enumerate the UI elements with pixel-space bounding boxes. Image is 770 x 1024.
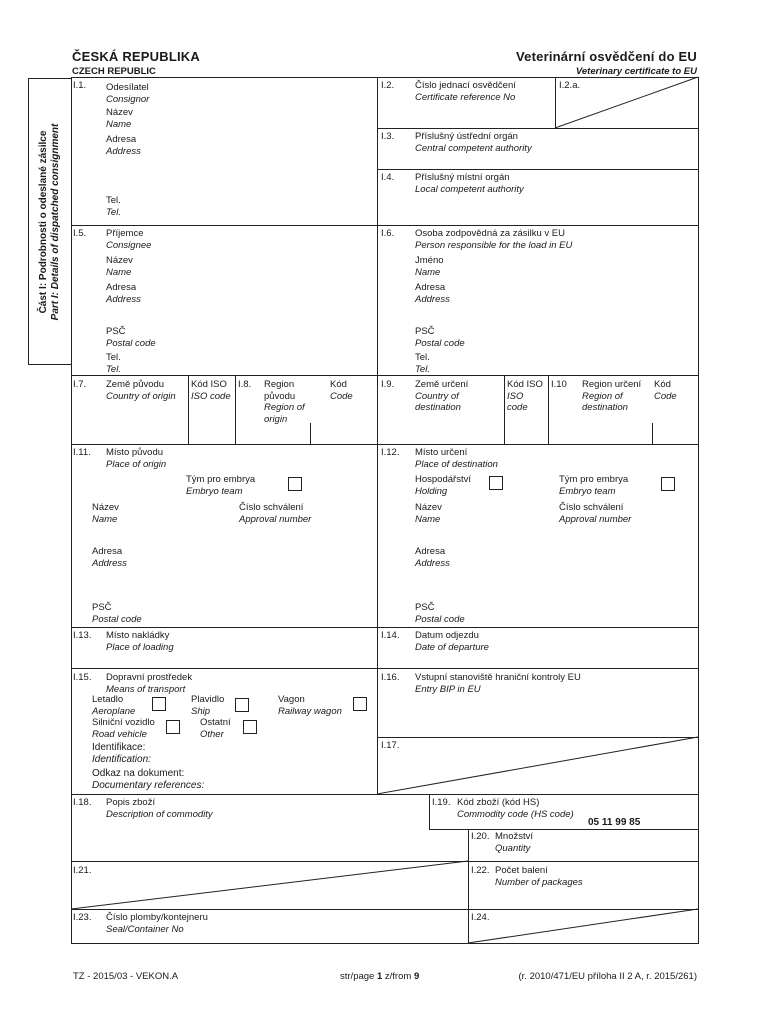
header-title-en: Veterinary certificate to EU bbox=[575, 66, 697, 77]
f117-num: I.17. bbox=[381, 740, 400, 751]
f112-embryo-label: Tým pro embrya Embryo team bbox=[559, 474, 629, 497]
f112-approval-label: Číslo schválení Approval number bbox=[559, 502, 632, 525]
f122-num: I.22. bbox=[471, 865, 490, 876]
header-country-en: CZECH REPUBLIC bbox=[72, 66, 156, 77]
f15-name-label: Název Name bbox=[106, 255, 133, 278]
f11-tel-label: Tel. Tel. bbox=[106, 195, 121, 218]
f115-aeroplane-checkbox[interactable] bbox=[152, 697, 166, 711]
f119-label: Kód zboží (kód HS) Commodity code (HS code) bbox=[457, 797, 574, 820]
f12-num: I.2. bbox=[381, 80, 395, 91]
footer-page-number: str/page 1 z/from 9 bbox=[340, 971, 420, 982]
f17-num: I.7. bbox=[73, 379, 87, 390]
f111-embryo-checkbox[interactable] bbox=[288, 477, 302, 491]
f16-name-label: Jméno Name bbox=[415, 255, 444, 278]
f112-address-label: Adresa Address bbox=[415, 546, 450, 569]
f112-postal-label: PSČ Postal code bbox=[415, 602, 465, 625]
f111-approval-label: Číslo schválení Approval number bbox=[239, 502, 312, 525]
f16-num: I.6. bbox=[381, 228, 395, 239]
f114-num: I.14. bbox=[381, 630, 400, 641]
f120-label: Množství Quantity bbox=[495, 831, 534, 854]
f121-num: I.21. bbox=[73, 865, 92, 876]
f112-embryo-checkbox[interactable] bbox=[661, 477, 675, 491]
f115-identification-label: Identifikace: Identification: bbox=[92, 742, 151, 765]
side-label-cz: Část I: Podrobnosti o odeslané zásilce bbox=[38, 130, 49, 313]
f115-wagon-label: Vagon Railway wagon bbox=[278, 694, 342, 717]
f110-num: I.10 bbox=[551, 379, 567, 390]
f11-num: I.1. bbox=[73, 80, 87, 91]
f16-address-label: Adresa Address bbox=[415, 282, 450, 305]
f13-num: I.3. bbox=[381, 131, 395, 142]
f110-code-label: Kód Code bbox=[654, 379, 677, 402]
f110-label: Region určení Region of destination bbox=[582, 379, 642, 413]
footer-regulation-ref: (r. 2010/471/EU příloha II 2 A, r. 2015/261) bbox=[518, 971, 697, 982]
f112-name-label: Název Name bbox=[415, 502, 442, 525]
f119-num: I.19. bbox=[432, 797, 451, 808]
f112-holding-checkbox[interactable] bbox=[489, 476, 503, 490]
f115-other-label: Ostatní Other bbox=[200, 717, 231, 740]
f122-label: Počet balení Number of packages bbox=[495, 865, 583, 888]
header-title: Veterinární osvědčení do EU bbox=[516, 49, 697, 64]
footer-form-id: TZ - 2015/03 - VEKON.A bbox=[73, 971, 179, 982]
f115-aeroplane-label: Letadlo Aeroplane bbox=[92, 694, 136, 717]
f112-holding-label: Hospodářství Holding bbox=[415, 474, 471, 497]
f112-label: Místo určení Place of destination bbox=[415, 447, 498, 470]
f13-label: Příslušný ústřední orgán Central competent authority bbox=[415, 131, 532, 154]
f116-label: Vstupní stanoviště hraniční kontroly EU Entry BIP in EU bbox=[415, 672, 581, 695]
f18-label: Region původu Region of origin bbox=[264, 379, 305, 425]
f124-num: I.24. bbox=[471, 912, 490, 923]
f113-label: Místo nakládky Place of loading bbox=[106, 630, 174, 653]
f15-label: Příjemce Consignee bbox=[106, 228, 152, 251]
f12-label: Číslo jednací osvědčení Certificate reference No bbox=[415, 80, 516, 103]
f112-num: I.12. bbox=[381, 447, 400, 458]
f114-label: Datum odjezdu Date of departure bbox=[415, 630, 489, 653]
f15-tel-label: Tel. Tel. bbox=[106, 352, 121, 375]
f115-road-checkbox[interactable] bbox=[166, 720, 180, 734]
f15-postal-label: PSČ Postal code bbox=[106, 326, 156, 349]
f17-iso-label: Kód ISO ISO code bbox=[191, 379, 231, 402]
f18-num: I.8. bbox=[238, 379, 252, 390]
f16-label: Osoba zodpovědná za zásilku v EU Person responsible for the load in EU bbox=[415, 228, 573, 251]
f115-wagon-checkbox[interactable] bbox=[353, 697, 367, 711]
f11-label: Odesílatel Consignor bbox=[106, 82, 150, 105]
f123-label: Číslo plomby/kontejneru Seal/Container No bbox=[106, 912, 208, 935]
f118-num: I.18. bbox=[73, 797, 92, 808]
f19-label: Země určení Country of destination bbox=[415, 379, 469, 413]
f111-embryo-label: Tým pro embrya Embryo team bbox=[186, 474, 256, 497]
f118-label: Popis zboží Description of commodity bbox=[106, 797, 213, 820]
f16-postal-label: PSČ Postal code bbox=[415, 326, 465, 349]
f111-name-label: Název Name bbox=[92, 502, 119, 525]
f15-num: I.5. bbox=[73, 228, 87, 239]
f120-num: I.20. bbox=[471, 831, 490, 842]
header-country: ČESKÁ REPUBLIKA bbox=[72, 49, 200, 64]
f14-label: Příslušný místní orgán Local competent authority bbox=[415, 172, 524, 195]
f111-label: Místo původu Place of origin bbox=[106, 447, 167, 470]
f115-road-label: Silniční vozidlo Road vehicle bbox=[92, 717, 155, 740]
f16-tel-label: Tel. Tel. bbox=[415, 352, 430, 375]
f115-num: I.15. bbox=[73, 672, 92, 683]
f115-docref-label: Odkaz na dokument: Documentary references: bbox=[92, 768, 205, 791]
f115-ship-label: Plavidlo Ship bbox=[191, 694, 225, 717]
f119-hs-code-value: 05 11 99 85 bbox=[588, 817, 641, 828]
f115-other-checkbox[interactable] bbox=[243, 720, 257, 734]
f11-name-label: Název Name bbox=[106, 107, 133, 130]
f17-label: Země původu Country of origin bbox=[106, 379, 176, 402]
f115-label: Dopravní prostředek Means of transport bbox=[106, 672, 193, 695]
f111-postal-label: PSČ Postal code bbox=[92, 602, 142, 625]
f116-num: I.16. bbox=[381, 672, 400, 683]
f11-address-label: Adresa Address bbox=[106, 134, 141, 157]
f111-address-label: Adresa Address bbox=[92, 546, 127, 569]
f12a-num: I.2.a. bbox=[559, 80, 581, 91]
f15-address-label: Adresa Address bbox=[106, 282, 141, 305]
f123-num: I.23. bbox=[73, 912, 92, 923]
f19-iso-label: Kód ISO ISO code bbox=[507, 379, 543, 413]
f115-ship-checkbox[interactable] bbox=[235, 698, 249, 712]
side-label-en: Part I: Details of dispatched consignment bbox=[50, 123, 61, 320]
f18-code-label: Kód Code bbox=[330, 379, 353, 402]
f111-num: I.11. bbox=[73, 447, 91, 458]
f113-num: I.13. bbox=[73, 630, 92, 641]
f19-num: I.9. bbox=[381, 379, 395, 390]
f14-num: I.4. bbox=[381, 172, 395, 183]
